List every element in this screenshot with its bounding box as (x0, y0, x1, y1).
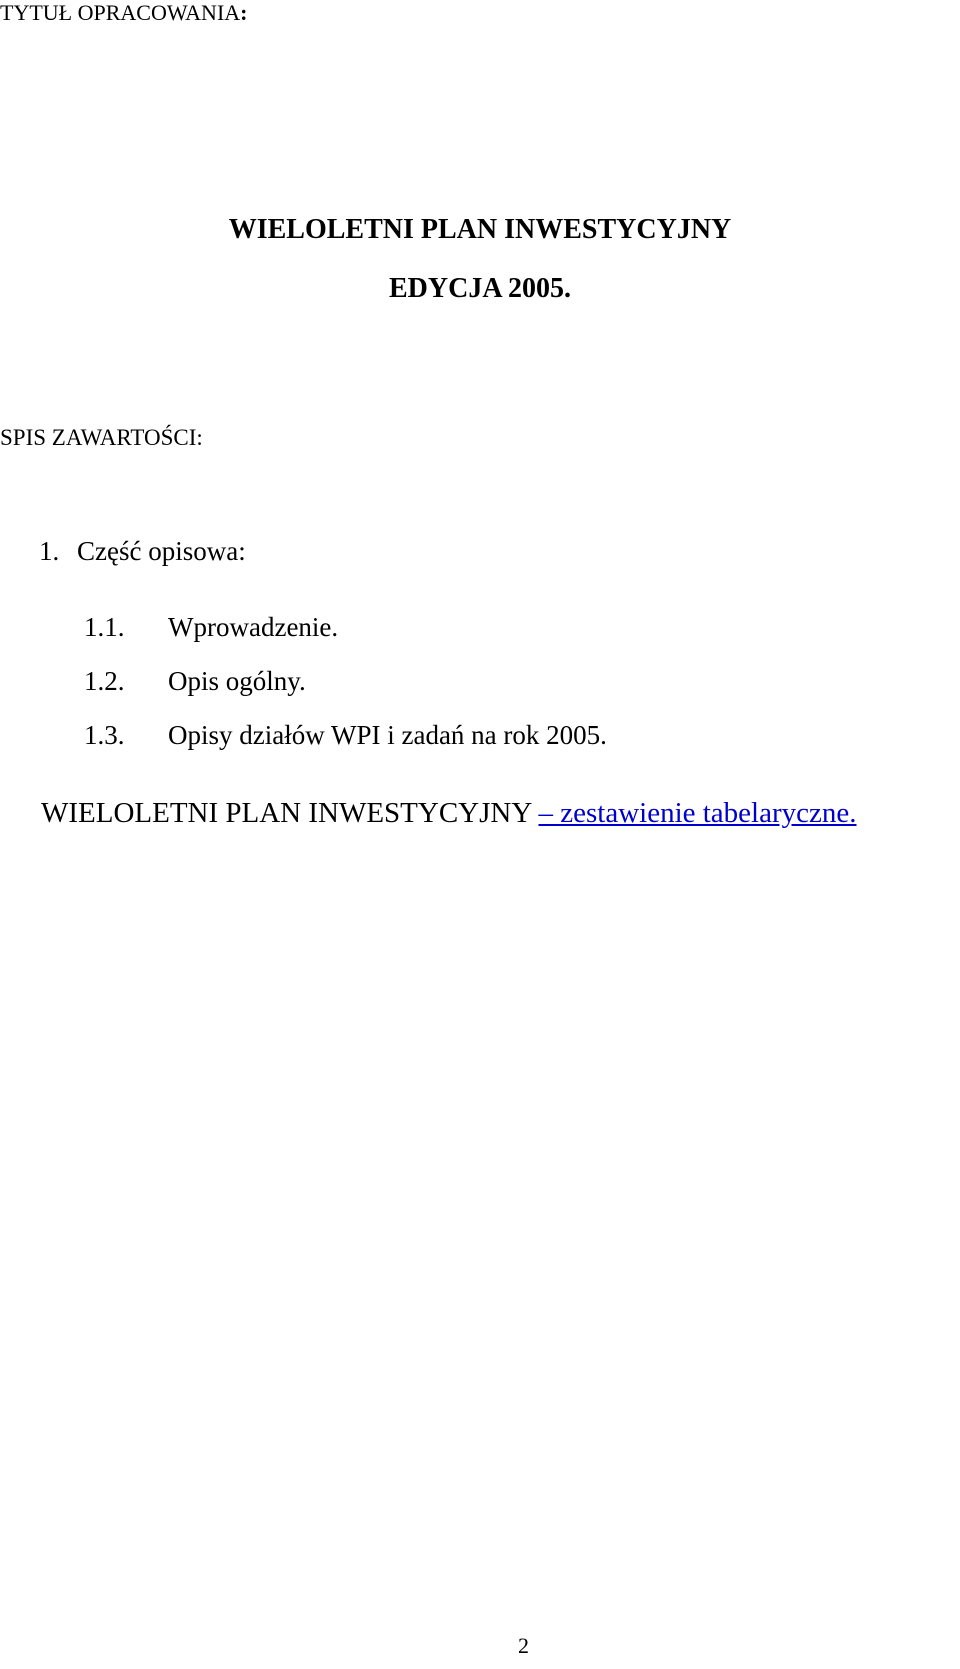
toc-table-line (41, 796, 857, 830)
toc-heading: SPIS ZAWARTOŚCI: (0, 425, 203, 450)
document-label-colon: : (240, 0, 248, 25)
toc-item-1-1 (84, 611, 338, 643)
toc-item-label: Opisy działów WPI i zadań na rok 2005. (168, 720, 607, 750)
document-label (0, 0, 247, 26)
table-summary-link[interactable]: – zestawienie tabelaryczne. (538, 797, 857, 829)
toc-item-1-2 (84, 665, 306, 697)
toc-part-label: Część opisowa: (77, 536, 246, 566)
toc-part-1 (39, 535, 246, 567)
toc-part-number: 1. (39, 536, 60, 566)
toc-item-label: Opis ogólny. (168, 666, 306, 696)
toc-item-number: 1.1. (84, 612, 125, 642)
edition-title: EDYCJA 2005. (388, 273, 571, 304)
toc-item-number: 1.3. (84, 720, 125, 750)
toc-item-number: 1.2. (84, 666, 125, 696)
page-number: 2 (518, 1633, 529, 1658)
toc-table-prefix: WIELOLETNI PLAN INWESTYCYJNY (41, 797, 539, 829)
toc-item-1-3 (84, 719, 607, 751)
main-title: WIELOLETNI PLAN INWESTYCYJNY (228, 214, 732, 245)
toc-item-label: Wprowadzenie. (168, 612, 339, 642)
document-label-text: TYTUŁ OPRACOWANIA (0, 0, 241, 25)
